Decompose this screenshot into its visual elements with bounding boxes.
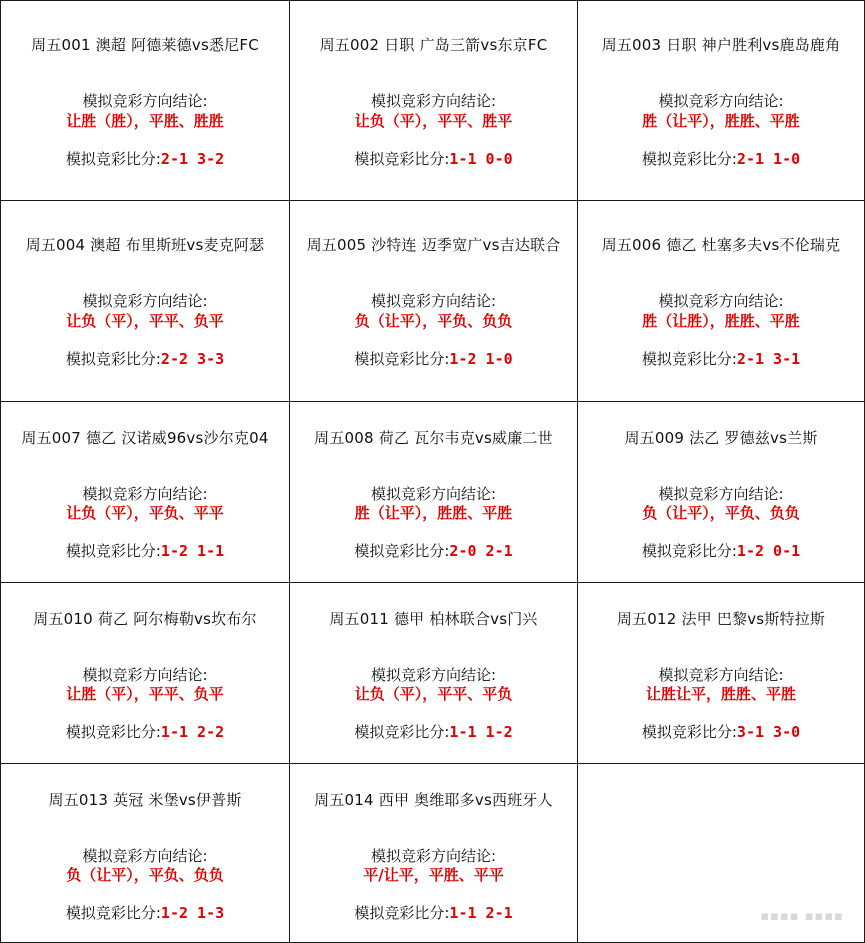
direction-conclusion: 平/让平，平胜、平平: [363, 866, 504, 884]
match-title: 周五013 英冠 米堡vs伊普斯: [48, 791, 242, 809]
match-card: [577, 582, 865, 763]
score-label: 模拟竞彩比分:: [354, 350, 450, 368]
direction-label: 模拟竞彩方向结论:: [658, 92, 784, 110]
direction-label: 模拟竞彩方向结论:: [370, 292, 497, 310]
direction-conclusion: 负（让平），平负、负负: [66, 866, 224, 884]
score-label: 模拟竞彩比分:: [641, 150, 737, 168]
score-value: 1-1 0-0: [449, 150, 513, 168]
score-label: 模拟竞彩比分:: [641, 350, 737, 368]
score-value: 1-1 1-2: [449, 723, 513, 741]
direction-label: 模拟竞彩方向结论:: [370, 485, 497, 503]
score-line: [290, 148, 577, 169]
score-line: [1, 148, 289, 169]
direction-conclusion: 胜（让平），胜胜、平胜: [642, 112, 800, 130]
empty-card: [577, 763, 865, 943]
score-value: 2-1 1-0: [736, 150, 801, 168]
match-title: 周五014 西甲 奥维耶多vs西班牙人: [314, 791, 553, 809]
match-title: 周五001 澳超 阿德莱德vs悉尼FC: [31, 36, 259, 54]
score-label: 模拟竞彩比分:: [354, 542, 450, 560]
direction-label: 模拟竞彩方向结论:: [82, 92, 208, 110]
direction-label: 模拟竞彩方向结论:: [82, 847, 208, 865]
direction-conclusion: 让胜让平，胜胜、平胜: [645, 685, 796, 703]
score-label: 模拟竞彩比分:: [354, 904, 450, 922]
direction-conclusion: 让胜（胜），平胜、胜胜: [66, 112, 224, 130]
score-line: [578, 348, 864, 369]
match-title: 周五009 法乙 罗德兹vs兰斯: [624, 429, 818, 447]
score-line: [578, 148, 864, 169]
score-line: [578, 540, 864, 561]
direction-conclusion: 胜（让平），胜胜、平胜: [354, 504, 513, 522]
score-line: [1, 902, 289, 923]
direction-conclusion: 负（让平），平负、负负: [642, 504, 800, 522]
score-value: 2-1 3-2: [160, 150, 225, 168]
direction-conclusion: 让胜（平），平平、负平: [66, 685, 224, 703]
match-card: [0, 582, 289, 763]
score-label: 模拟竞彩比分:: [354, 150, 450, 168]
match-card: [0, 200, 289, 401]
direction-label: 模拟竞彩方向结论:: [658, 666, 784, 684]
direction-conclusion: 负（让平），平负、负负: [354, 312, 513, 330]
score-label: 模拟竞彩比分:: [641, 542, 737, 560]
score-value: 1-2 1-3: [160, 904, 225, 922]
watermark: ▪▪▪▪ ▪▪▪▪: [760, 909, 844, 924]
score-value: 2-0 2-1: [449, 542, 513, 560]
score-value: 1-2 1-1: [160, 542, 225, 560]
direction-conclusion: 让负（平），平平、胜平: [354, 112, 513, 130]
match-title: 周五004 澳超 布里斯班vs麦克阿瑟: [25, 236, 265, 254]
score-label: 模拟竞彩比分:: [65, 150, 161, 168]
match-card: [289, 582, 577, 763]
match-card: [289, 401, 577, 582]
direction-label: 模拟竞彩方向结论:: [370, 666, 497, 684]
match-title: 周五007 德乙 汉诺威96vs沙尔克04: [21, 429, 269, 447]
match-card: [289, 0, 577, 200]
score-value: 1-2 0-1: [736, 542, 801, 560]
match-title: 周五012 法甲 巴黎vs斯特拉斯: [616, 610, 826, 628]
score-label: 模拟竞彩比分:: [65, 542, 161, 560]
score-line: [1, 348, 289, 369]
match-card: [289, 200, 577, 401]
direction-conclusion: 让负（平），平负、平平: [66, 504, 224, 522]
score-label: 模拟竞彩比分:: [65, 350, 161, 368]
match-card: [0, 0, 289, 200]
score-line: [1, 540, 289, 561]
score-value: 1-1 2-1: [449, 904, 513, 922]
score-line: [578, 721, 864, 742]
direction-conclusion: 让负（平），平平、负平: [66, 312, 224, 330]
score-label: 模拟竞彩比分:: [641, 723, 737, 741]
direction-conclusion: 胜（让胜），胜胜、平胜: [642, 312, 800, 330]
match-card: [0, 763, 289, 943]
match-card: [577, 401, 865, 582]
direction-label: 模拟竞彩方向结论:: [82, 292, 208, 310]
match-card: [0, 401, 289, 582]
match-card: [577, 0, 865, 200]
match-card: [577, 200, 865, 401]
match-title: 周五005 沙特连 迈季宽广vs吉达联合: [306, 236, 561, 254]
score-value: 3-1 3-0: [736, 723, 801, 741]
score-value: 2-1 3-1: [736, 350, 801, 368]
score-line: [290, 721, 577, 742]
score-value: 2-2 3-3: [160, 350, 225, 368]
direction-label: 模拟竞彩方向结论:: [82, 666, 208, 684]
score-line: [1, 721, 289, 742]
direction-label: 模拟竞彩方向结论:: [370, 92, 497, 110]
match-title: 周五010 荷乙 阿尔梅勒vs坎布尔: [33, 610, 257, 628]
direction-label: 模拟竞彩方向结论:: [370, 847, 497, 865]
match-card: [289, 763, 577, 943]
direction-label: 模拟竞彩方向结论:: [658, 292, 784, 310]
score-line: [290, 348, 577, 369]
match-title: 周五008 荷乙 瓦尔韦克vs威廉二世: [314, 429, 553, 447]
score-label: 模拟竞彩比分:: [354, 723, 450, 741]
match-title: 周五003 日职 神户胜利vs鹿岛鹿角: [601, 36, 841, 54]
score-line: [290, 902, 577, 923]
direction-conclusion: 让负（平），平平、平负: [354, 685, 513, 703]
score-label: 模拟竞彩比分:: [65, 904, 161, 922]
match-title: 周五011 德甲 柏林联合vs门兴: [329, 610, 538, 628]
score-value: 1-2 1-0: [449, 350, 513, 368]
score-value: 1-1 2-2: [160, 723, 225, 741]
direction-label: 模拟竞彩方向结论:: [658, 485, 784, 503]
match-title: 周五002 日职 广岛三箭vs东京FC: [319, 36, 548, 54]
direction-label: 模拟竞彩方向结论:: [82, 485, 208, 503]
match-title: 周五006 德乙 杜塞多夫vs不伦瑞克: [601, 236, 841, 254]
score-line: [290, 540, 577, 561]
score-label: 模拟竞彩比分:: [65, 723, 161, 741]
